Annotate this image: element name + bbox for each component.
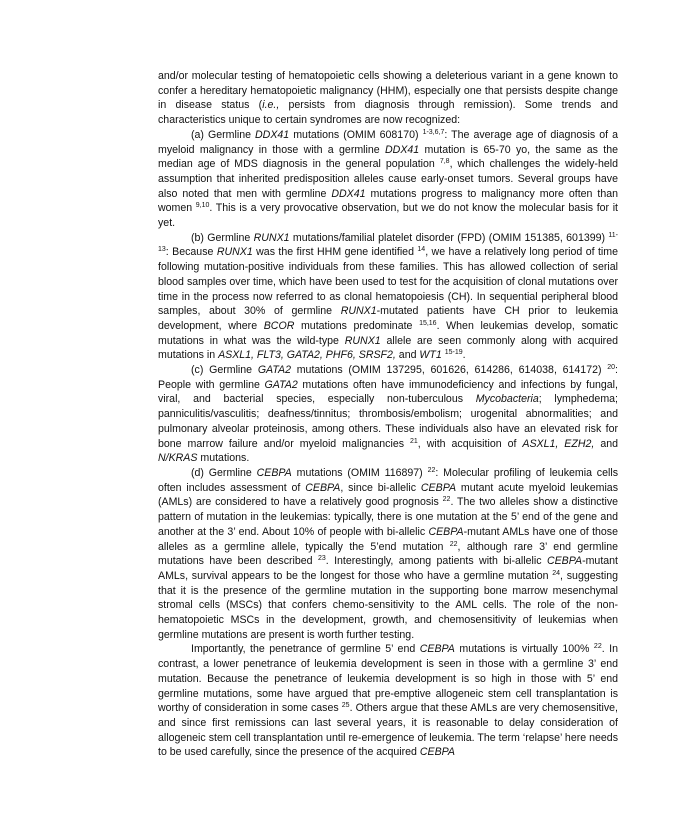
- text-run: mutations (OMIM 608170): [289, 128, 423, 141]
- text-run: . Interestingly, among patients with bi-allelic: [325, 555, 547, 568]
- italic-term: N/KRAS: [158, 452, 198, 465]
- text-run: . The two alleles show a distinctive pattern of mutation in the leukemias: typically, there is one mutation at the 5’ end of the gene and another at the 3’ end. About 10% of people with bi-allelic: [158, 496, 619, 538]
- text-run: mutations often have immunodeficiency and infections by fungal, viral, and bacterial species, especially non-tuberculous: [158, 378, 618, 406]
- italic-term: RUNX1: [216, 246, 253, 259]
- italic-term: CEBPA: [305, 481, 341, 494]
- text-run: ; lymphedema; panniculitis/vasculitis; deafness/tinnitus; thrombosis/embolism; urogenital abnormalities; and pulmonary alveolar proteinosis, among others. These individuals also have an elevated risk for bone marrow failure and/or myeloid malignancies: [158, 393, 618, 450]
- italic-term: WT1: [419, 349, 442, 362]
- text-run: mutations (OMIM 116897): [291, 466, 428, 479]
- citation-ref: 7,8: [439, 158, 450, 166]
- text-run: : The average age of diagnosis of a myeloid malignancy in those with a germline: [158, 128, 618, 156]
- paragraph-intro: [158, 69, 618, 128]
- text-run: , suggesting that it is the presence of the germline mutation in the supporting bone marrow mesenchymal stromal cells (MSCs) that confers chemo-sensitivity to the AML cells. The role of the non-hematopoietic MSCs in the development, growth, and chemosensitivity of leukemias when germline mutations are present is worth further testing.: [158, 569, 618, 641]
- text-run: . Others argue that these AMLs are very chemosensitive, and since first remissions can last several years, it is reasonable to delay consideration of allogeneic stem cell transplantation until re-emergence of leukemia. The term ‘relapse’ here needs to be used carefully, since the presence of the acquired: [158, 702, 618, 759]
- italic-term: RUNX1: [253, 231, 290, 244]
- citation-ref: 15,16: [419, 319, 437, 327]
- text-run: : Because: [165, 246, 217, 259]
- italic-term: DDX41: [385, 143, 420, 156]
- text-run: -mutant AMLs, survival appears to be the longest for those who have a germline mutation: [158, 555, 618, 582]
- text-run: -mutated patients have CH prior to leukemia development, where: [158, 305, 618, 332]
- italic-term: CEBPA: [419, 643, 455, 656]
- text-run: mutations (OMIM 137295, 601626, 614286, 614038, 614172): [290, 364, 608, 377]
- text-run: mutation is 65-70 yo, the same as the median age of MDS diagnosis in the general population: [158, 143, 618, 171]
- citation-ref: 1-3,6,7: [422, 128, 445, 136]
- citation-ref: 14: [417, 246, 426, 254]
- text-run: mutations/familial platelet disorder (FPD) (OMIM 151385, 601399): [289, 231, 609, 244]
- text-run: (c) Germline: [191, 364, 258, 377]
- text-run: (b) Germline: [191, 231, 254, 244]
- citation-ref: 25: [341, 702, 350, 710]
- paragraph-gata2: [158, 363, 618, 466]
- text-run: : Molecular profiling of leukemia cells often includes assessment of: [158, 466, 619, 494]
- citation-ref: 20: [607, 364, 616, 372]
- text-run: mutations is virtually 100%: [454, 643, 594, 656]
- text-run: and: [395, 349, 420, 362]
- citation-ref: 11-13: [158, 231, 618, 254]
- text-run: and: [594, 437, 619, 450]
- citation-ref: 21: [410, 437, 418, 445]
- italic-term: CEBPA: [428, 525, 464, 538]
- italic-term: CEBPA: [420, 481, 457, 494]
- italic-term: DDX41: [255, 128, 290, 141]
- italic-term: GATA2: [264, 378, 298, 391]
- italic-term: CEBPA: [419, 746, 456, 759]
- citation-ref: 15-19: [444, 349, 463, 357]
- citation-ref: 24: [552, 569, 561, 577]
- italic-term: Mycobacteria: [475, 393, 539, 406]
- italic-term: DDX41: [331, 187, 366, 200]
- text-run: .: [462, 349, 466, 362]
- text-run: , which challenges the widely-held assumption that inherited predisposition alleles cause early-onset tumors. Several groups have also noted that men with germline: [158, 158, 618, 200]
- text-run: . In contrast, a lower penetrance of leukemia development is seen in those with a germline 3’ end mutation. Because the penetrance of leukemia development is so high in those with 5’ end germline mutations, some have argued that pre-emptive allogeneic stem cell transplantation is worthy of consideration in some cases: [158, 643, 618, 715]
- text-run: mutations progress to malignancy more often than women: [158, 187, 618, 215]
- text-run: mutations predominate: [294, 319, 420, 332]
- citation-ref: 9,10: [195, 202, 210, 210]
- italic-term: CEBPA: [546, 555, 583, 568]
- text-run: mutations.: [197, 452, 250, 465]
- document-page: [158, 69, 618, 760]
- italic-term: RUNX1: [340, 305, 377, 318]
- text-run: -mutant AMLs have one of those alleles as a germline allele, typically the 5’end mutation: [158, 525, 618, 553]
- text-run: , although rare 3’ end germline mutations have been described: [158, 540, 618, 568]
- text-run: (a) Germline: [191, 128, 256, 141]
- text-run: was the first HHM gene identified: [252, 246, 418, 259]
- italic-term: ASXL1, FLT3, GATA2, PHF6, SRSF2,: [218, 349, 396, 362]
- text-run: (d) Germline: [191, 466, 257, 479]
- citation-ref: 22: [449, 540, 458, 548]
- text-run: persists from diagnosis through remission). Some trends and characteristics unique to certain syndromes are now recognized:: [158, 99, 619, 127]
- text-run: . This is a very provocative observation, but we do not know the molecular basis for it yet.: [158, 202, 618, 230]
- citation-ref: 22: [442, 496, 451, 504]
- paragraph-cebpa: [158, 466, 618, 642]
- text-run: , we have a relatively long period of time following mutation-positive individuals from these families. This has allowed collection of serial blood samples over time, which have been used to test for the acquisition of clonal mutations over time in the process now referred to as clonal hematopoiesis (CH). In sequential peripheral blood samples, about 30% of germline: [158, 246, 618, 318]
- italic-term: i.e.,: [262, 99, 280, 112]
- paragraph-ddx41: [158, 128, 618, 231]
- text-run: , with acquisition of: [417, 437, 523, 450]
- citation-ref: 22: [593, 643, 602, 651]
- text-run: : People with germline: [158, 364, 618, 391]
- italic-term: ASXL1, EZH2,: [522, 437, 595, 450]
- citation-ref: 22: [427, 466, 436, 474]
- paragraph-penetrance: [158, 642, 618, 760]
- italic-term: GATA2: [257, 364, 291, 377]
- italic-term: BCOR: [263, 319, 295, 332]
- text-run: , since bi-allelic: [340, 481, 421, 494]
- text-run: and/or molecular testing of hematopoietic cells showing a deleterious variant in a gene known to confer a hereditary hematopoietic malignancy (HHM), especially one that persists despite change in disease status (: [158, 70, 618, 112]
- text-run: allele are seen commonly along with acquired mutations in: [158, 334, 618, 362]
- text-run: mutant acute myeloid leukemias (AMLs) are considered to have a relatively good prognosis: [158, 481, 618, 509]
- citation-ref: 23: [317, 555, 326, 563]
- text-run: Importantly, the penetrance of germline 5’ end: [191, 643, 420, 656]
- italic-term: RUNX1: [344, 334, 381, 347]
- text-run: . When leukemias develop, somatic mutations in what was the wild-type: [158, 319, 618, 347]
- paragraph-runx1: [158, 231, 618, 363]
- italic-term: CEBPA: [256, 466, 292, 479]
